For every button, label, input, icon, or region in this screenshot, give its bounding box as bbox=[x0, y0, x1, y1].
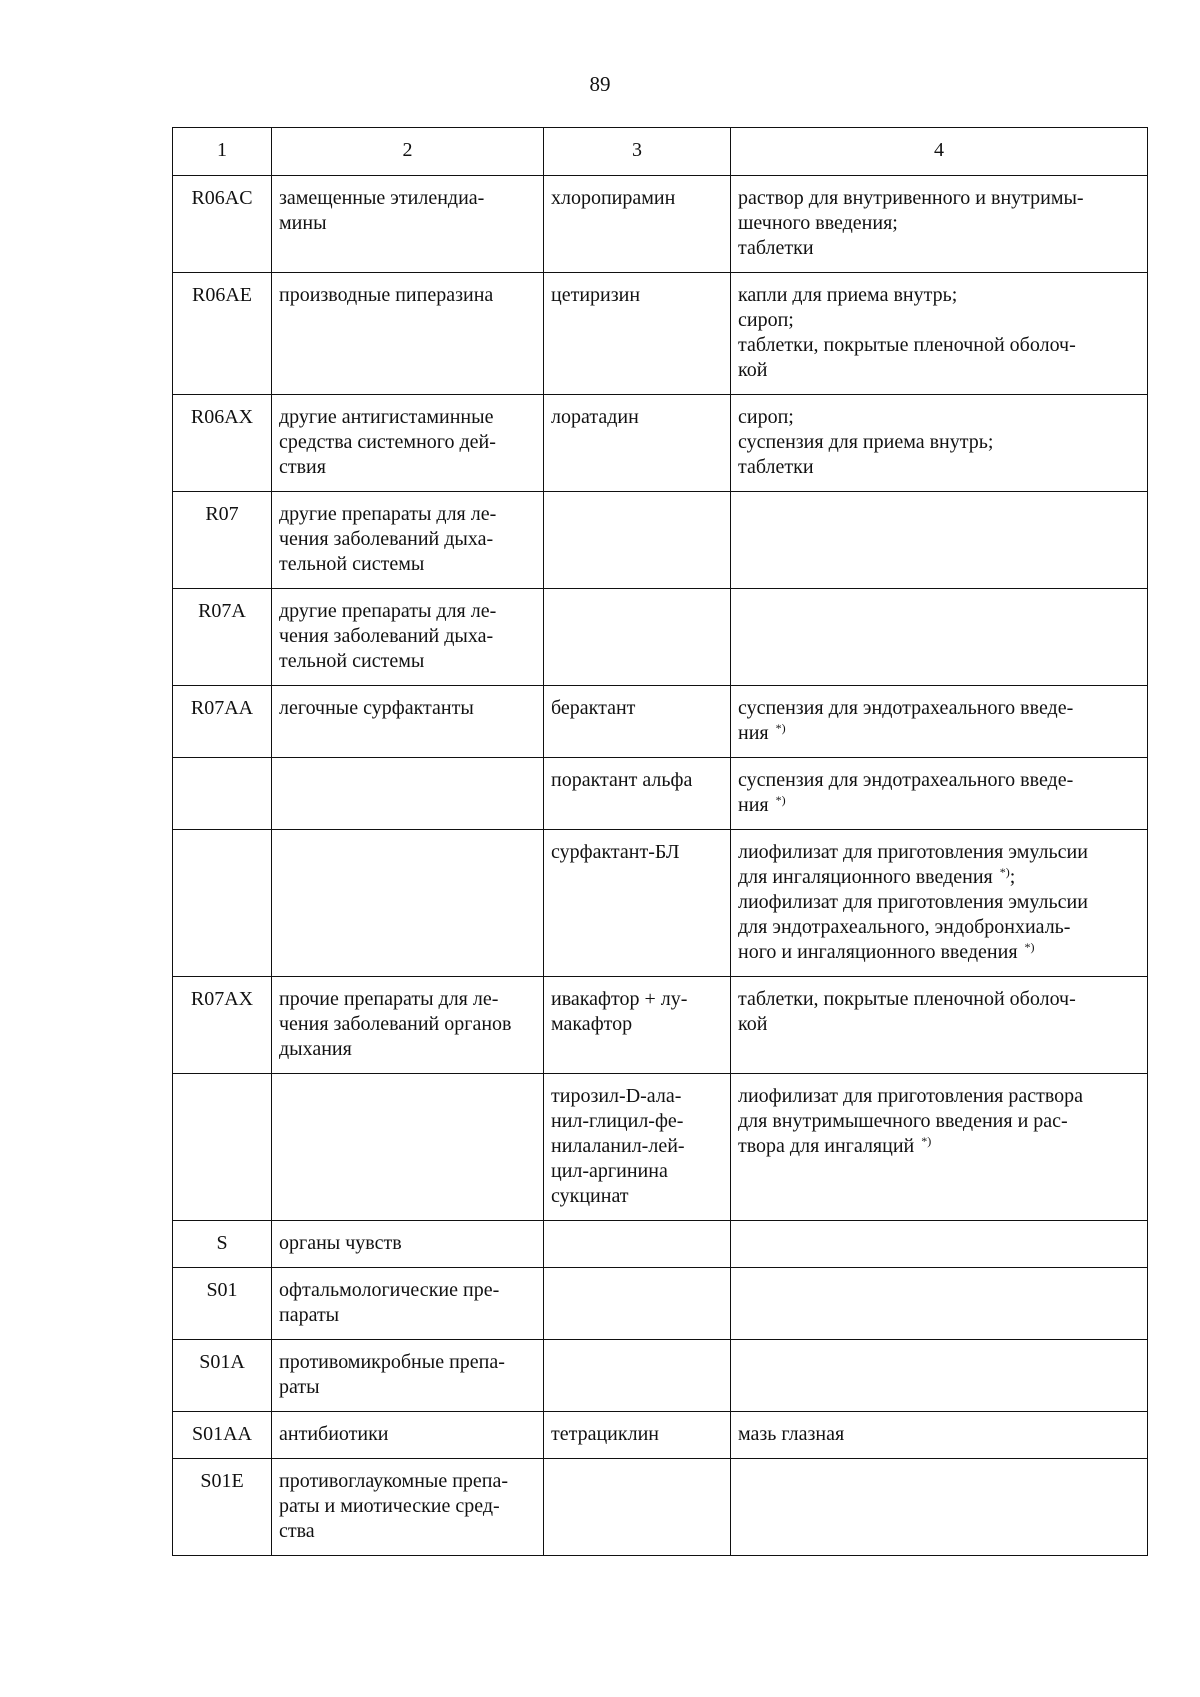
pharmacological-group-cell bbox=[272, 1459, 544, 1556]
drug-name-cell bbox=[544, 176, 731, 273]
dosage-forms-cell bbox=[731, 830, 1148, 977]
drug-text-line: нилаланил-лей- bbox=[551, 1135, 685, 1157]
drug-name-cell bbox=[544, 1459, 731, 1556]
group-text-line: мины bbox=[279, 212, 327, 234]
drug-text-line: макафтор bbox=[551, 1013, 633, 1035]
atc-code-cell: R06AX bbox=[173, 395, 272, 492]
drug-name-cell bbox=[544, 686, 731, 758]
drug-classification-table bbox=[172, 127, 1148, 1556]
group-text-line: дыхания bbox=[279, 1038, 352, 1060]
atc-code-cell: S01 bbox=[173, 1268, 272, 1340]
dosage-form-line: лиофилизат для приготовления раствора bbox=[738, 1085, 1084, 1107]
group-text-line: легочные сурфактанты bbox=[279, 697, 474, 719]
dosage-form-line: таблетки, покрытые пленочной оболоч- bbox=[738, 988, 1076, 1010]
drug-name-cell bbox=[544, 273, 731, 395]
footnote-mark: *) bbox=[1024, 940, 1035, 954]
dosage-form-line: лиофилизат для приготовления эмульсии bbox=[738, 891, 1088, 913]
pharmacological-group-cell bbox=[272, 589, 544, 686]
dosage-form-line: лиофилизат для приготовления эмульсии bbox=[738, 841, 1088, 863]
table-body bbox=[173, 176, 1148, 1556]
drug-name-cell bbox=[544, 1412, 731, 1459]
dosage-forms-cell bbox=[731, 395, 1148, 492]
atc-code-cell bbox=[173, 830, 272, 977]
drug-text-line: тетрациклин bbox=[551, 1423, 659, 1445]
table-row bbox=[173, 830, 1148, 977]
dosage-forms-cell bbox=[731, 1268, 1148, 1340]
pharmacological-group-cell bbox=[272, 1221, 544, 1268]
table-row bbox=[173, 1074, 1148, 1221]
table-row bbox=[173, 1221, 1148, 1268]
dosage-form-line: твора для ингаляций *) bbox=[738, 1134, 932, 1157]
dosage-form-line: сироп; bbox=[738, 406, 794, 428]
group-text-line: ствия bbox=[279, 456, 326, 478]
table-row bbox=[173, 758, 1148, 830]
table-row bbox=[173, 273, 1148, 395]
footnote-mark: *) bbox=[775, 721, 786, 735]
group-text-line: противоглаукомные препа- bbox=[279, 1470, 509, 1492]
drug-text-line: берактант bbox=[551, 697, 636, 719]
group-text-line: другие препараты для ле- bbox=[279, 600, 497, 622]
column-header-1: 1 bbox=[173, 128, 272, 176]
dosage-form-line: ния *) bbox=[738, 721, 786, 744]
table-row bbox=[173, 977, 1148, 1074]
drug-text-line: сурфактант-БЛ bbox=[551, 841, 680, 863]
group-text-line: другие препараты для ле- bbox=[279, 503, 497, 525]
dosage-forms-cell bbox=[731, 589, 1148, 686]
dosage-forms-cell bbox=[731, 176, 1148, 273]
group-text-line: офтальмологические пре- bbox=[279, 1279, 500, 1301]
group-text-line: прочие препараты для ле- bbox=[279, 988, 499, 1010]
group-text-line: раты bbox=[279, 1376, 320, 1398]
atc-code-cell: S01AA bbox=[173, 1412, 272, 1459]
dosage-forms-cell bbox=[731, 1340, 1148, 1412]
footnote-mark: *) bbox=[999, 865, 1010, 879]
group-text-line: ства bbox=[279, 1520, 315, 1542]
pharmacological-group-cell bbox=[272, 686, 544, 758]
atc-code-cell: R06AC bbox=[173, 176, 272, 273]
group-text-line: антибиотики bbox=[279, 1423, 389, 1445]
atc-code-cell bbox=[173, 758, 272, 830]
pharmacological-group-cell bbox=[272, 758, 544, 830]
atc-code-cell: S bbox=[173, 1221, 272, 1268]
dosage-forms-cell bbox=[731, 1412, 1148, 1459]
drug-name-cell bbox=[544, 758, 731, 830]
dosage-form-line: капли для приема внутрь; bbox=[738, 284, 958, 306]
drug-text-line: порактант альфа bbox=[551, 769, 693, 791]
atc-code-cell: S01A bbox=[173, 1340, 272, 1412]
drug-text-line: цетиризин bbox=[551, 284, 641, 306]
dosage-form-line: для ингаляционного введения *); bbox=[738, 865, 1016, 888]
dosage-forms-cell bbox=[731, 1459, 1148, 1556]
dosage-forms-cell bbox=[731, 686, 1148, 758]
dosage-form-line: кой bbox=[738, 359, 768, 381]
group-text-line: замещенные этилендиа- bbox=[279, 187, 485, 209]
table-row bbox=[173, 1340, 1148, 1412]
dosage-form-line: ния *) bbox=[738, 793, 786, 816]
dosage-form-line: для эндотрахеального, эндобронхиаль- bbox=[738, 916, 1071, 938]
table-row bbox=[173, 1268, 1148, 1340]
header-row bbox=[173, 128, 1148, 176]
dosage-form-line: суспензия для приема внутрь; bbox=[738, 431, 994, 453]
footnote-mark: *) bbox=[921, 1134, 932, 1148]
dosage-form-line: шечного введения; bbox=[738, 212, 898, 234]
table-row bbox=[173, 395, 1148, 492]
drug-name-cell bbox=[544, 977, 731, 1074]
pharmacological-group-cell bbox=[272, 395, 544, 492]
drug-text-line: сукцинат bbox=[551, 1185, 629, 1207]
group-text-line: другие антигистаминные bbox=[279, 406, 494, 428]
atc-code-cell bbox=[173, 1074, 272, 1221]
atc-code-cell: R06AE bbox=[173, 273, 272, 395]
dosage-forms-cell bbox=[731, 758, 1148, 830]
drug-text-line: ивакафтор + лу- bbox=[551, 988, 688, 1010]
dosage-form-line: суспензия для эндотрахеального введе- bbox=[738, 697, 1074, 719]
dosage-form-line: мазь глазная bbox=[738, 1423, 845, 1445]
dosage-forms-cell bbox=[731, 1074, 1148, 1221]
pharmacological-group-cell bbox=[272, 1412, 544, 1459]
dosage-form-line: раствор для внутривенного и внутримы- bbox=[738, 187, 1084, 209]
drug-text-line: тирозил-D-ала- bbox=[551, 1085, 682, 1107]
drug-name-cell bbox=[544, 830, 731, 977]
dosage-form-line: таблетки, покрытые пленочной оболоч- bbox=[738, 334, 1076, 356]
drug-name-cell bbox=[544, 395, 731, 492]
drug-name-cell bbox=[544, 1340, 731, 1412]
drug-name-cell bbox=[544, 1074, 731, 1221]
atc-code-cell: R07AA bbox=[173, 686, 272, 758]
dosage-form-line: таблетки bbox=[738, 237, 814, 259]
group-text-line: органы чувств bbox=[279, 1232, 402, 1254]
pharmacological-group-cell bbox=[272, 977, 544, 1074]
pharmacological-group-cell bbox=[272, 1340, 544, 1412]
dosage-forms-cell bbox=[731, 1221, 1148, 1268]
group-text-line: производные пиперазина bbox=[279, 284, 494, 306]
column-header-4: 4 bbox=[731, 128, 1148, 176]
pharmacological-group-cell bbox=[272, 1074, 544, 1221]
drug-text-line: лоратадин bbox=[551, 406, 639, 428]
table-row bbox=[173, 1412, 1148, 1459]
dosage-forms-cell bbox=[731, 273, 1148, 395]
drug-name-cell bbox=[544, 589, 731, 686]
group-text-line: тельной системы bbox=[279, 553, 425, 575]
pharmacological-group-cell bbox=[272, 176, 544, 273]
table-row bbox=[173, 686, 1148, 758]
group-text-line: чения заболеваний дыха- bbox=[279, 528, 494, 550]
dosage-forms-cell bbox=[731, 977, 1148, 1074]
column-header-2: 2 bbox=[272, 128, 544, 176]
drug-name-cell bbox=[544, 1268, 731, 1340]
atc-code-cell: S01E bbox=[173, 1459, 272, 1556]
atc-code-cell: R07A bbox=[173, 589, 272, 686]
drug-text-line: цил-аргинина bbox=[551, 1160, 668, 1182]
atc-code-cell: R07AX bbox=[173, 977, 272, 1074]
table-row bbox=[173, 589, 1148, 686]
column-header-3: 3 bbox=[544, 128, 731, 176]
group-text-line: чения заболеваний дыха- bbox=[279, 625, 494, 647]
group-text-line: параты bbox=[279, 1304, 340, 1326]
dosage-form-line: сироп; bbox=[738, 309, 794, 331]
table-row bbox=[173, 176, 1148, 273]
dosage-form-line: ного и ингаляционного введения *) bbox=[738, 940, 1035, 963]
drug-name-cell bbox=[544, 1221, 731, 1268]
table-row bbox=[173, 492, 1148, 589]
drug-name-cell bbox=[544, 492, 731, 589]
dosage-form-line: кой bbox=[738, 1013, 768, 1035]
dosage-form-line: суспензия для эндотрахеального введе- bbox=[738, 769, 1074, 791]
footnote-mark: *) bbox=[775, 793, 786, 807]
dosage-form-line: для внутримышечного введения и рас- bbox=[738, 1110, 1068, 1132]
group-text-line: чения заболеваний органов bbox=[279, 1013, 512, 1035]
dosage-forms-cell bbox=[731, 492, 1148, 589]
pharmacological-group-cell bbox=[272, 492, 544, 589]
group-text-line: раты и миотические сред- bbox=[279, 1495, 500, 1517]
pharmacological-group-cell bbox=[272, 273, 544, 395]
drug-text-line: нил-глицил-фе- bbox=[551, 1110, 684, 1132]
pharmacological-group-cell bbox=[272, 1268, 544, 1340]
atc-code-cell: R07 bbox=[173, 492, 272, 589]
group-text-line: средства системного дей- bbox=[279, 431, 496, 453]
group-text-line: противомикробные препа- bbox=[279, 1351, 505, 1373]
group-text-line: тельной системы bbox=[279, 650, 425, 672]
pharmacological-group-cell bbox=[272, 830, 544, 977]
table-row bbox=[173, 1459, 1148, 1556]
dosage-form-line: таблетки bbox=[738, 456, 814, 478]
drug-text-line: хлоропирамин bbox=[551, 187, 676, 209]
page-number: 89 bbox=[589, 72, 611, 96]
